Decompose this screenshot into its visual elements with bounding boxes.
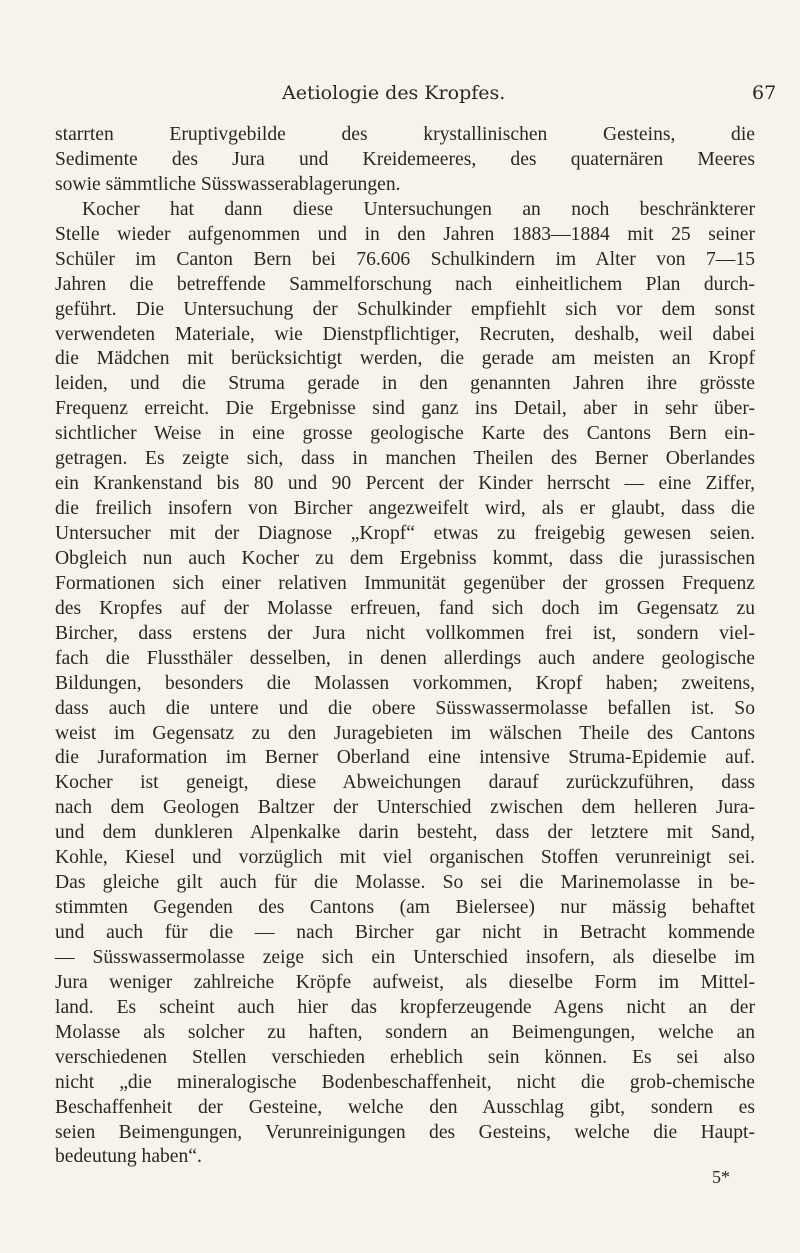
signature-mark: 5*: [712, 1167, 730, 1187]
text-line: Bircher, dass erstens der Jura nicht vollkommen frei ist, sondern viel-: [55, 622, 755, 644]
text-line: die Juraformation im Berner Oberland eine intensive Struma-Epidemie auf.: [55, 747, 755, 769]
text-line: getragen. Es zeigte sich, dass in manchen Theilen des Berner Oberlandes: [55, 448, 755, 470]
text-line: Sedimente des Jura und Kreidemeeres, des quaternären Meeres: [55, 148, 755, 170]
text-line: land. Es scheint auch hier das kropferzeugende Agens nicht an der: [55, 996, 755, 1018]
text-line: — Süsswassermolasse zeige sich ein Unterschied insofern, als dieselbe im: [55, 946, 755, 968]
text-line: verwendeten Materiale, wie Dienstpflichtiger, Recruten, deshalb, weil dabei: [55, 323, 755, 345]
text-line: Formationen sich einer relativen Immunität gegenüber der grossen Frequenz: [55, 572, 755, 594]
text-line: Kohle, Kiesel und vorzüglich mit viel organischen Stoffen verunreinigt sei.: [55, 847, 755, 869]
body-text: [55, 123, 755, 1170]
text-line: Obgleich nun auch Kocher zu dem Ergebniss kommt, dass die jurassischen: [55, 547, 755, 569]
text-line: sowie sämmtliche Süsswasserablagerungen.: [55, 173, 401, 195]
running-head: [0, 80, 800, 106]
text-line: Jura weniger zahlreiche Kröpfe aufweist, als dieselbe Form im Mittel-: [55, 971, 755, 993]
text-line: Kocher hat dann diese Untersuchungen an noch beschränkterer: [82, 198, 755, 220]
text-line: ein Krankenstand bis 80 und 90 Percent der Kinder herrscht — eine Ziffer,: [55, 473, 755, 495]
text-line: leiden, und die Struma gerade in den genannten Jahren ihre grösste: [55, 373, 755, 395]
text-line: Bildungen, besonders die Molassen vorkommen, Kropf haben; zweitens,: [55, 672, 755, 694]
text-line: Kocher ist geneigt, diese Abweichungen darauf zurückzuführen, dass: [55, 772, 755, 794]
text-line: starrten Eruptivgebilde des krystallinischen Gesteins, die: [55, 124, 755, 145]
text-line: bedeutung haben“.: [55, 1146, 202, 1168]
text-line: Stelle wieder aufgenommen und in den Jahren 1883—1884 mit 25 seiner: [55, 223, 755, 245]
text-line: und auch für die — nach Bircher gar nicht in Betracht kommende: [55, 922, 755, 943]
text-line: Schüler im Canton Bern bei 76.606 Schulkindern im Alter von 7—15: [55, 248, 755, 270]
running-title: Aetiologie des Kropfes.: [282, 82, 506, 104]
text-line: nicht „die mineralogische Bodenbeschaffenheit, nicht die grob-chemische: [55, 1071, 755, 1093]
text-line: die freilich insofern von Bircher angezweifelt wird, als er glaubt, dass die: [55, 498, 755, 520]
page-number: 67: [752, 82, 777, 104]
text-line: Das gleiche gilt auch für die Molasse. So sei die Marinemolasse in be-: [55, 872, 755, 894]
text-line: Untersucher mit der Diagnose „Kropf“ etwas zu freigebig gewesen seien.: [55, 523, 755, 544]
text-line: stimmten Gegenden des Cantons (am Bielersee) nur mässig behaftet: [55, 897, 755, 919]
text-line: Jahren die betreffende Sammelforschung nach einheitlichem Plan durch-: [55, 273, 755, 295]
text-line: fach die Flussthäler desselben, in denen allerdings auch andere geologische: [55, 647, 755, 669]
text-line: geführt. Die Untersuchung der Schulkinder empfiehlt sich vor dem sonst: [55, 298, 755, 320]
text-line: sichtlicher Weise in eine grosse geologische Karte des Cantons Bern ein-: [55, 423, 755, 445]
text-line: Molasse als solcher zu haften, sondern an Beimengungen, welche an: [55, 1021, 755, 1043]
text-line: Beschaffenheit der Gesteine, welche den Ausschlag gibt, sondern es: [55, 1096, 755, 1118]
text-line: dass auch die untere und die obere Süsswassermolasse befallen ist. So: [55, 697, 755, 719]
text-line: die Mädchen mit berücksichtigt werden, die gerade am meisten an Kropf: [55, 348, 755, 370]
text-line: nach dem Geologen Baltzer der Unterschied zwischen dem helleren Jura-: [55, 797, 755, 819]
text-line: verschiedenen Stellen verschieden erheblich sein können. Es sei also: [55, 1046, 755, 1068]
text-line: seien Beimengungen, Verunreinigungen des Gesteins, welche die Haupt-: [55, 1121, 755, 1143]
text-line: des Kropfes auf der Molasse erfreuen, fand sich doch im Gegensatz zu: [55, 597, 755, 619]
text-line: weist im Gegensatz zu den Juragebieten im wälschen Theile des Cantons: [55, 722, 755, 744]
text-line: und dem dunkleren Alpenkalke darin besteht, dass der letztere mit Sand,: [55, 822, 755, 844]
text-line: Frequenz erreicht. Die Ergebnisse sind ganz ins Detail, aber in sehr über-: [55, 398, 755, 420]
